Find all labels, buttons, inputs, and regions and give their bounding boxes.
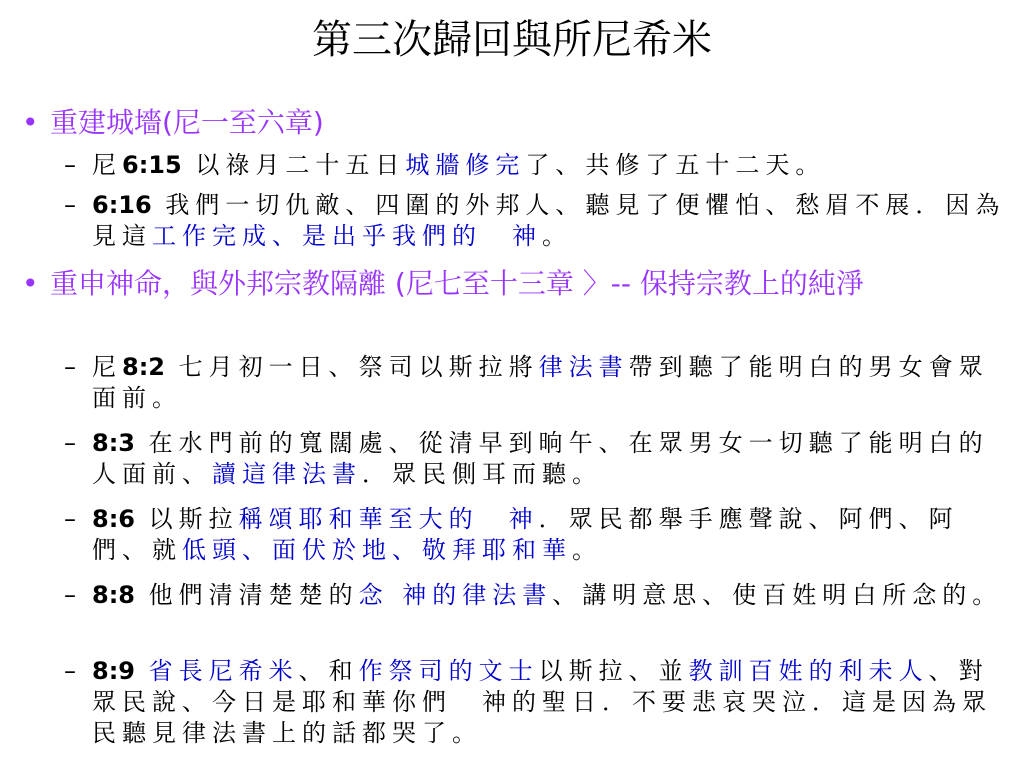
- dash-icon: –: [64, 151, 76, 179]
- bullet-icon: •: [22, 267, 39, 300]
- highlighted-phrase: 律法書: [538, 353, 629, 381]
- verse-reference: 8:8: [92, 581, 135, 609]
- verse-item: [64, 656, 1012, 749]
- verse-reference: 6:15: [122, 151, 182, 179]
- section-heading-renew-covenant: [22, 267, 1012, 301]
- highlighted-phrase: 作祭司的文士: [358, 657, 539, 685]
- verse-segment: 他們清清楚楚的: [135, 581, 359, 609]
- verse-segment: 了、共修了五十二天。: [525, 151, 826, 179]
- section-heading-text: 重申神命，與外邦宗教隔離 (尼七至十三章 〉-- 保持宗教上的純淨: [50, 267, 864, 300]
- verse-text: [64, 352, 1012, 414]
- verse-item: [64, 352, 1012, 414]
- verse-reference: 8:3: [92, 429, 135, 457]
- dash-icon: –: [64, 581, 76, 609]
- highlighted-phrase: 省長尼希米: [148, 657, 299, 685]
- verse-segment: 在水門前的寬闊處、從清早到晌午、在眾男女一切聽了能明白的人面前、: [92, 429, 989, 488]
- dash-icon: –: [64, 353, 76, 381]
- verse-item: [64, 190, 1012, 252]
- verse-text: [64, 428, 1012, 490]
- highlighted-phrase: 城牆修完: [405, 151, 526, 179]
- verse-segment: 以斯拉、並: [538, 657, 689, 685]
- verse-segment: 帶到聽了能明白的男女會眾面前。: [92, 353, 989, 412]
- verse-item: [64, 580, 1012, 611]
- verse-segment: 以斯拉: [135, 505, 239, 533]
- dash-icon: –: [64, 505, 76, 533]
- section-heading-text: 重建城墻(尼一至六章): [50, 106, 324, 139]
- verse-segment: ．眾民側耳而聽。: [362, 460, 602, 488]
- verse-text: [64, 656, 1012, 749]
- highlighted-phrase: 低頭、面伏於地、敬拜耶和華: [182, 536, 572, 564]
- verse-text: [64, 190, 1012, 252]
- verse-segment: 尼: [92, 151, 122, 179]
- verse-item: [64, 150, 1012, 181]
- highlighted-phrase: 稱頌耶和華至大的 神: [238, 505, 539, 533]
- highlighted-phrase: 念 神的律法書: [358, 581, 553, 609]
- highlighted-phrase: 工作完成、是出乎我們的 神: [152, 222, 542, 250]
- slide-title: 第三次歸回與所尼希米: [312, 17, 712, 63]
- dash-icon: –: [64, 657, 76, 685]
- verse-segment: ．眾民都舉手應聲說、阿們、阿們、就: [92, 505, 959, 564]
- verse-segment: 尼: [92, 353, 122, 381]
- verse-text: [64, 150, 1012, 181]
- verse-reference: 8:9: [92, 657, 135, 685]
- verse-reference: 6:16: [92, 191, 152, 219]
- verse-reference: 8:6: [92, 505, 135, 533]
- verse-item: [64, 428, 1012, 490]
- highlighted-phrase: 教訓百姓的利未人: [688, 657, 929, 685]
- verse-segment: 、和: [298, 657, 359, 685]
- verse-item: [64, 504, 1012, 566]
- verse-text: [64, 580, 1012, 611]
- verse-segment: 七月初一日、祭司以斯拉將: [165, 353, 539, 381]
- verse-segment: 。: [542, 222, 572, 250]
- verse-segment: 。: [572, 536, 602, 564]
- verse-segment: 、講明意思、使百姓明白所念的。: [552, 581, 1003, 609]
- section-heading-rebuild-wall: [22, 106, 1012, 140]
- highlighted-phrase: 讀這律法書: [212, 460, 362, 488]
- bullet-icon: •: [22, 106, 39, 139]
- dash-icon: –: [64, 191, 76, 219]
- verse-segment: [135, 657, 149, 685]
- verse-segment: 我們一切仇敵、四圍的外邦人、聽見了便懼怕、愁眉不展．因為見這: [92, 191, 1006, 250]
- verse-segment: 以祿月二十五日: [181, 151, 406, 179]
- dash-icon: –: [64, 429, 76, 457]
- verse-reference: 8:2: [122, 353, 165, 381]
- verse-text: [64, 504, 1012, 566]
- verse-segment: 、對眾民說、今日是耶和華你們 神的聖日．不要悲哀哭泣．這是因為眾民聽見律法書上的話都哭了。: [92, 657, 992, 747]
